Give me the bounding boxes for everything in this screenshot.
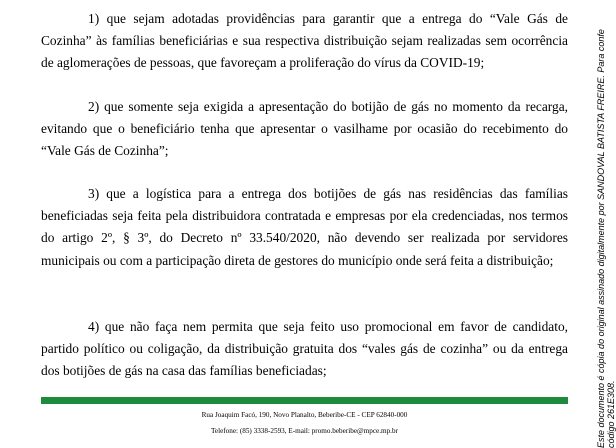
- footer-contact: Telefone: (85) 3338-2593, E-mail: promo.beberibe@mpce.mp.br: [211, 427, 398, 435]
- digital-signature-note: [596, 0, 616, 448]
- paragraph-item-1: 1) que sejam adotadas providências para garantir que a entrega do “Vale Gás de Cozinha” às famílias beneficiárias e sua respectiva distribuição sejam realizadas sem ocorrência de aglomerações de pessoas, que favoreçam a proliferação do vírus da COVID-19;: [41, 11, 568, 71]
- paragraph-item-2: 2) que somente seja exigida a apresentação do botijão de gás no momento da recarga, evitando que o beneficiário tenha que apresentar o vasilhame por ocasião do recebimento do “Vale Gás de Cozinha”;: [41, 99, 568, 159]
- paragraph-item-4: 4) que não faça nem permita que seja feito uso promocional em favor de candidato, partido político ou coligação, da distribuição gratuita dos “vales gás de cozinha” ou da entrega dos botijões de gás na casa das famílias beneficiadas;: [41, 319, 568, 379]
- signature-note-line-2: código 261E308.: [606, 380, 616, 448]
- signature-note-line-1: Este documento é cópia do original assinado digitalmente por SANDOVAL BATISTA FREIRE. Para confe: [596, 29, 606, 448]
- paragraph-item-3: 3) que a logística para a entrega dos botijões de gás nas residências das famílias beneficiadas seja feita pela distribuidora contratada e empresas por ela credenciadas, nos termos do artigo 2º, § 3º, do Decreto nº 33.540/2020, não devendo ser realizada por servidores municipais ou com a participação direta de gestores do município onde será feita a distribuição;: [41, 186, 568, 268]
- footer-divider-bar: [41, 397, 568, 404]
- footer-address: Rua Joaquim Facó, 190, Novo Planalto, Beberibe-CE - CEP 62840-000: [201, 411, 408, 419]
